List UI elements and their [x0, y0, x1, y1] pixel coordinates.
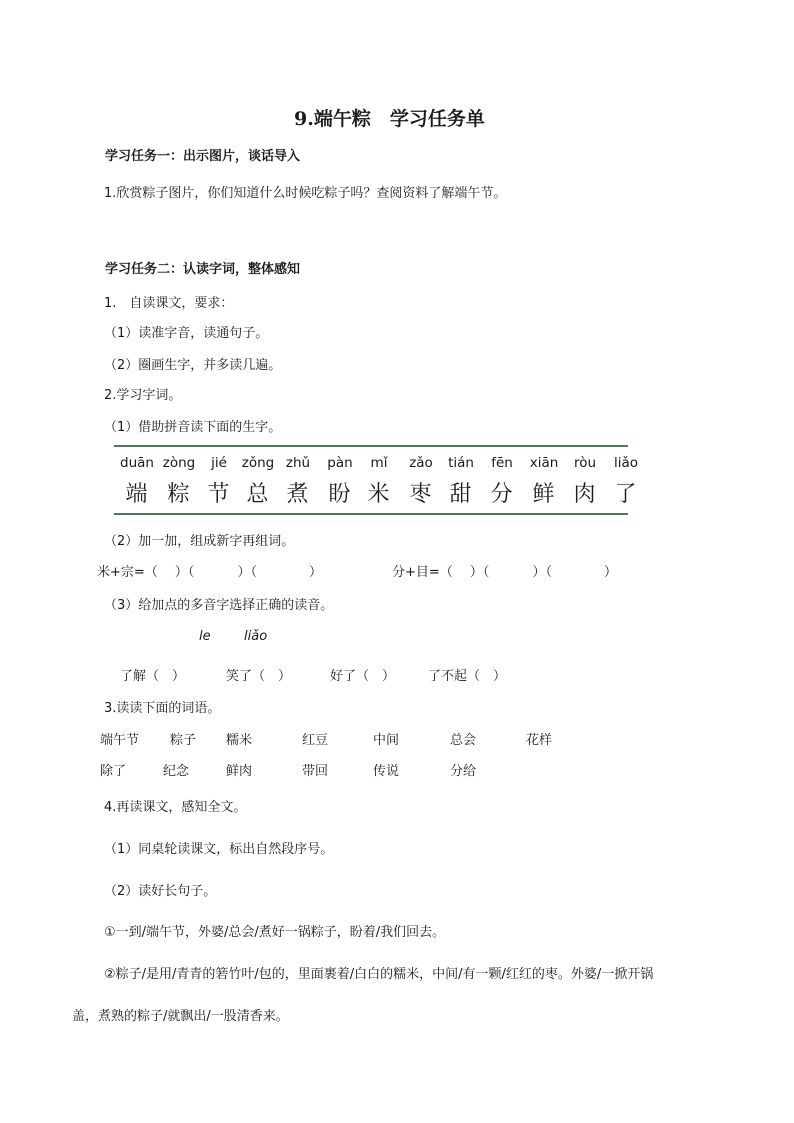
pinyin-cell: liǎo [613, 455, 639, 471]
step1b-text: （2）圈画生字，并多读几遍。 [104, 358, 282, 373]
hanzi-cell: 了 [614, 482, 638, 507]
top-divider [114, 445, 628, 447]
step4b-text: （2）读好长句子。 [104, 884, 217, 899]
hanzi-cell: 总 [246, 482, 270, 507]
word-item: 分给 [450, 764, 477, 779]
hanzi-cell: 粽 [167, 482, 191, 507]
poly-item: 了不起（ ） [428, 669, 507, 684]
sentence-1: ①一到/端午节，外婆/总会/煮好一锅粽子，盼着/我们回去。 [104, 925, 446, 940]
add-line-1: 米+宗=（ ）（ ）（ ） [97, 565, 323, 580]
pinyin-cell: zòng [162, 455, 196, 471]
pinyin-cell: fēn [491, 455, 513, 471]
step4a-text: （1）同桌轮读课文，标出自然段序号。 [104, 842, 334, 857]
word-item: 除了 [100, 764, 127, 779]
pinyin-cell: mǐ [370, 455, 388, 471]
step3-text: 3.读读下面的词语。 [104, 701, 221, 716]
pinyin-cell: zǎo [409, 455, 433, 471]
word-item: 端午节 [100, 733, 140, 748]
step2a-text: （1）借助拼音读下面的生字。 [104, 420, 282, 435]
pinyin-cell: zǒng [241, 455, 275, 471]
hanzi-cell: 煮 [286, 482, 310, 507]
word-item: 带回 [302, 764, 329, 779]
word-item: 纪念 [163, 764, 190, 779]
step1a-text: （1）读准字音，读通句子。 [104, 326, 269, 341]
task1-heading: 学习任务一：出示图片，谈话导入 [105, 149, 301, 164]
step1-text: 1. 自读课文，要求： [104, 296, 234, 311]
pinyin-cell: tián [448, 455, 474, 471]
word-item: 花样 [526, 733, 553, 748]
hanzi-cell: 节 [207, 482, 231, 507]
hanzi-cell: 肉 [573, 482, 597, 507]
task1-item1: 1.欣赏粽子图片，你们知道什么时候吃粽子吗？查阅资料了解端午节。 [104, 186, 507, 201]
sentence-2-line-2: 盖，煮熟的粽子/就飘出/一股清香来。 [72, 1009, 289, 1024]
word-item: 红豆 [302, 733, 329, 748]
hanzi-cell: 枣 [409, 482, 433, 507]
pinyin-cell: zhǔ [285, 455, 311, 471]
page-title: 9.端午粽 学习任务单 [294, 108, 485, 130]
poly-item: 笑了（ ） [226, 669, 292, 684]
hanzi-cell: 鲜 [532, 482, 556, 507]
pinyin-cell: ròu [573, 455, 597, 471]
step4-text: 4.再读课文，感知全文。 [104, 800, 247, 815]
bottom-divider [114, 513, 628, 515]
task2-heading: 学习任务二：认读字词，整体感知 [105, 262, 301, 277]
hanzi-cell: 端 [125, 482, 149, 507]
hanzi-cell: 分 [490, 482, 514, 507]
word-item: 总会 [450, 733, 477, 748]
word-item: 鲜肉 [226, 764, 253, 779]
hanzi-cell: 盼 [328, 482, 352, 507]
add-line-2: 分+目=（ ）（ ）（ ） [392, 565, 618, 580]
word-item: 糯米 [226, 733, 253, 748]
word-item: 传说 [373, 764, 400, 779]
poly-item: 了解（ ） [120, 669, 186, 684]
hanzi-cell: 甜 [449, 482, 473, 507]
poly-item: 好了（ ） [330, 669, 396, 684]
pinyin-cell: duān [120, 455, 154, 471]
step2b-text: （2）加一加，组成新字再组词。 [104, 534, 295, 549]
hanzi-cell: 米 [367, 482, 391, 507]
step2c-text: （3）给加点的多音字选择正确的读音。 [104, 598, 334, 613]
step2-text: 2.学习字词。 [104, 388, 182, 403]
pinyin-cell: pàn [327, 455, 353, 471]
sentence-2-line-1: ②粽子/是用/青青的箬竹叶/包的，里面裹着/白白的糯米，中间/有一颗/红红的枣。外婆/一掀开锅 [104, 967, 654, 982]
word-item: 中间 [373, 733, 400, 748]
reading-option-le: le [199, 629, 211, 644]
word-item: 粽子 [170, 733, 197, 748]
reading-option-liao: liǎo [244, 629, 268, 644]
pinyin-cell: jié [211, 455, 227, 471]
pinyin-cell: xiān [529, 455, 559, 471]
